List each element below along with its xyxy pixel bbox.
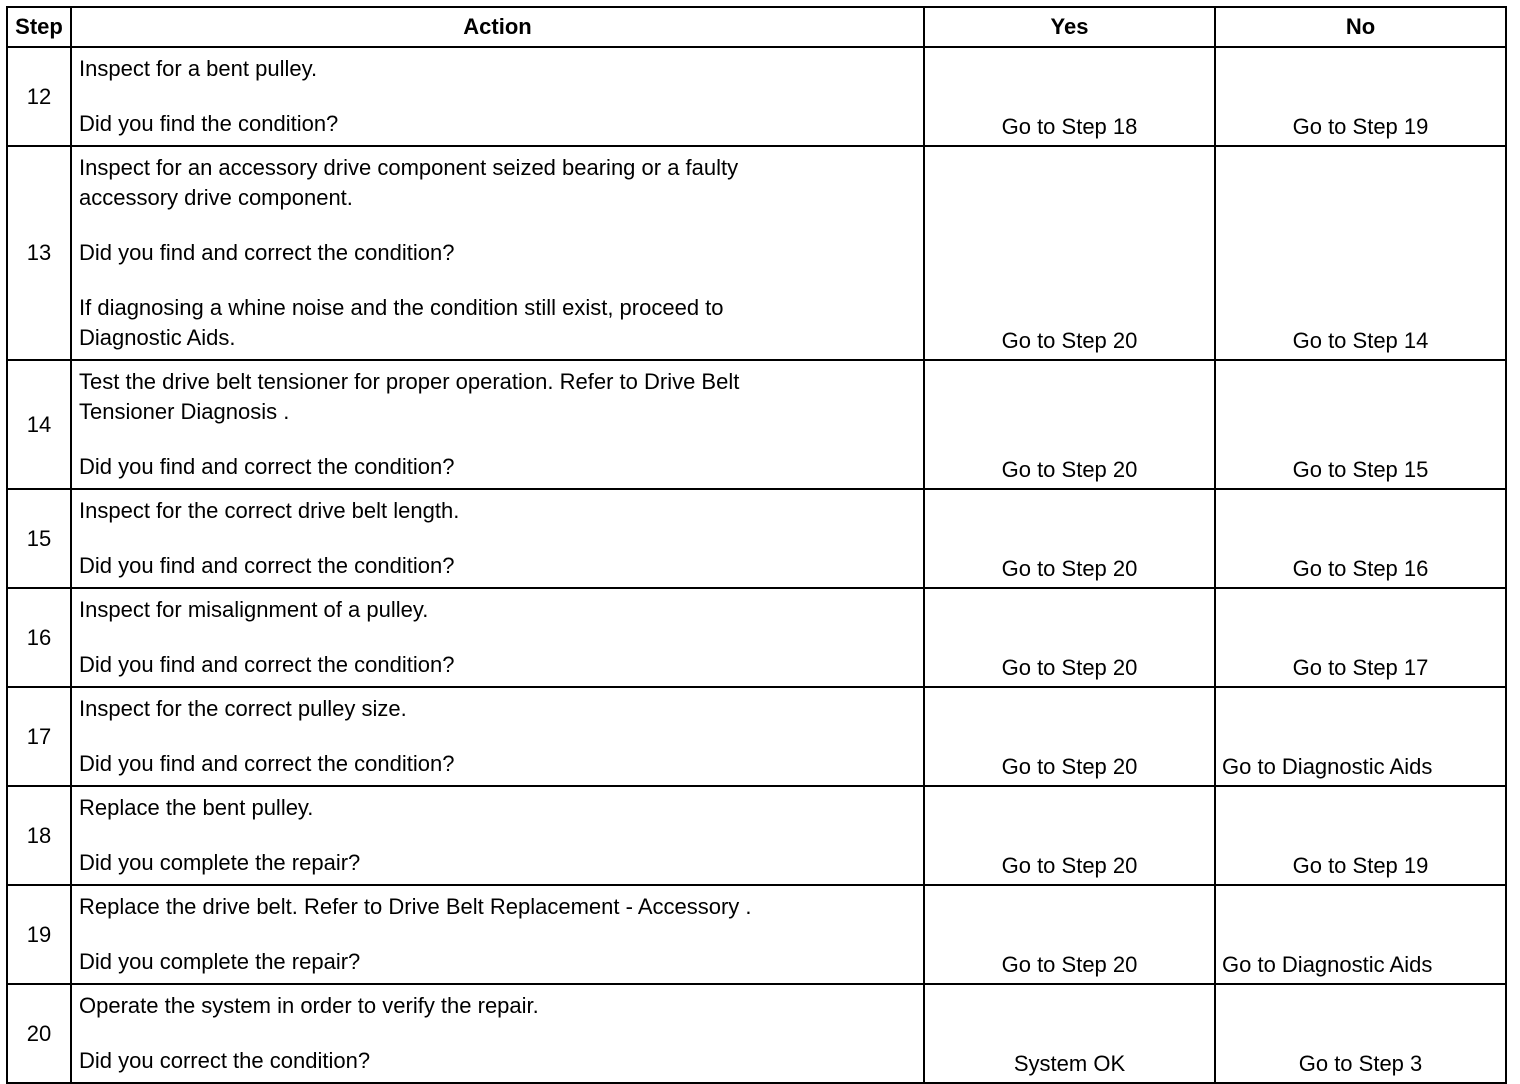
table-row [7, 47, 1506, 146]
action-text: Did you complete the repair? [79, 850, 361, 875]
yes-result: Go to Step 20 [924, 588, 1215, 687]
header-no: No [1215, 7, 1506, 47]
action-cell [71, 786, 924, 885]
header-action: Action [71, 7, 924, 47]
no-result: Go to Step 19 [1215, 47, 1506, 146]
action-text: Test the drive belt tensioner for proper operation. Refer to Drive Belt Tensioner Diagnosis . [79, 369, 740, 424]
action-cell [71, 146, 924, 360]
step-number: 18 [7, 786, 71, 885]
yes-result: Go to Step 20 [924, 489, 1215, 588]
action-text: Did you find the condition? [79, 111, 339, 136]
table-body [7, 47, 1506, 1083]
action-text: Inspect for the correct drive belt length. [79, 498, 460, 523]
no-result: Go to Step 3 [1215, 984, 1506, 1083]
action-text: Did you correct the condition? [79, 1048, 371, 1073]
action-cell [71, 588, 924, 687]
action-cell [71, 47, 924, 146]
step-number: 12 [7, 47, 71, 146]
no-result: Go to Diagnostic Aids [1215, 687, 1506, 786]
no-result: Go to Step 17 [1215, 588, 1506, 687]
no-result: Go to Step 15 [1215, 360, 1506, 489]
yes-result: Go to Step 20 [924, 786, 1215, 885]
yes-result: Go to Step 18 [924, 47, 1215, 146]
action-cell [71, 489, 924, 588]
action-text: Did you find and correct the condition? [79, 652, 455, 677]
yes-result: Go to Step 20 [924, 360, 1215, 489]
header-row [7, 7, 1506, 47]
action-text: Inspect for the correct pulley size. [79, 696, 407, 721]
yes-result: Go to Step 20 [924, 885, 1215, 984]
step-number: 16 [7, 588, 71, 687]
step-number: 14 [7, 360, 71, 489]
table-row [7, 588, 1506, 687]
no-result: Go to Step 19 [1215, 786, 1506, 885]
action-text: Replace the bent pulley. [79, 795, 314, 820]
action-cell [71, 885, 924, 984]
action-text: Operate the system in order to verify the repair. [79, 993, 539, 1018]
yes-result: Go to Step 20 [924, 687, 1215, 786]
step-number: 13 [7, 146, 71, 360]
step-number: 20 [7, 984, 71, 1083]
header-yes: Yes [924, 7, 1215, 47]
table-row [7, 360, 1506, 489]
no-result: Go to Step 16 [1215, 489, 1506, 588]
action-text: Did you find and correct the condition? [79, 751, 455, 776]
step-number: 19 [7, 885, 71, 984]
action-cell [71, 360, 924, 489]
action-text: Did you complete the repair? [79, 949, 361, 974]
diagnostic-table [6, 6, 1507, 1084]
no-result: Go to Diagnostic Aids [1215, 885, 1506, 984]
action-text: Did you find and correct the condition? [79, 454, 455, 479]
action-cell [71, 687, 924, 786]
table-row [7, 687, 1506, 786]
action-text: Did you find and correct the condition? [79, 553, 455, 578]
table-row [7, 786, 1506, 885]
table-row [7, 489, 1506, 588]
step-number: 15 [7, 489, 71, 588]
table-row [7, 984, 1506, 1083]
table-row [7, 885, 1506, 984]
table-row [7, 146, 1506, 360]
header-step: Step [7, 7, 71, 47]
action-text: Inspect for misalignment of a pulley. [79, 597, 429, 622]
action-text: Replace the drive belt. Refer to Drive Belt Replacement - Accessory . [79, 894, 752, 919]
yes-result: Go to Step 20 [924, 146, 1215, 360]
action-text: If diagnosing a whine noise and the condition still exist, proceed to Diagnostic Aids. [79, 295, 724, 350]
no-result: Go to Step 14 [1215, 146, 1506, 360]
action-text: Inspect for an accessory drive component seized bearing or a faulty accessory drive component. [79, 155, 739, 210]
step-number: 17 [7, 687, 71, 786]
action-text: Did you find and correct the condition? [79, 240, 455, 265]
action-text: Inspect for a bent pulley. [79, 56, 318, 81]
action-cell [71, 984, 924, 1083]
yes-result: System OK [924, 984, 1215, 1083]
